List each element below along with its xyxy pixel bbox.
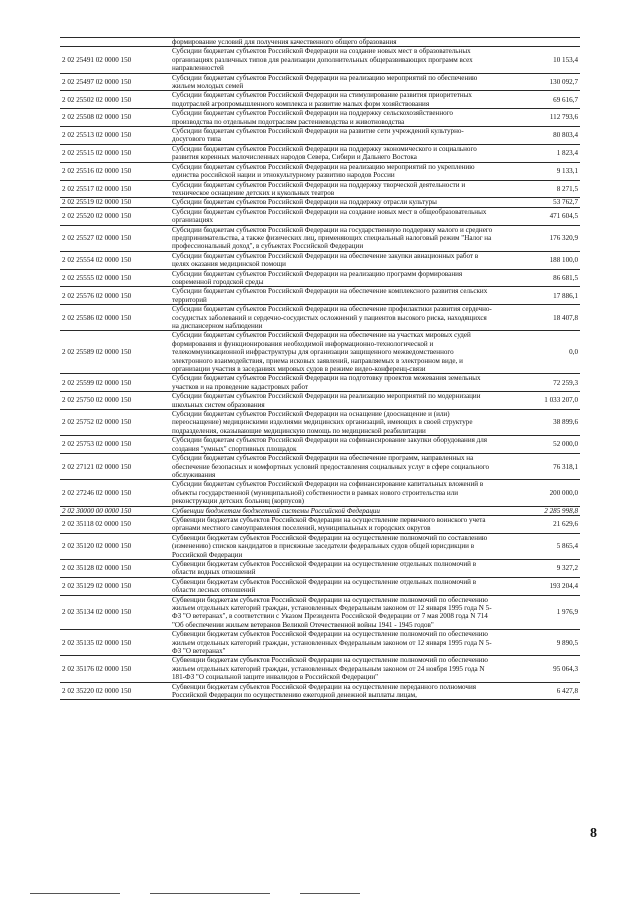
amount: 2 285 998,8 bbox=[544, 506, 578, 515]
table-row bbox=[60, 629, 580, 655]
budget-code: 2 02 35128 02 0000 150 bbox=[62, 564, 132, 573]
budget-code: 2 02 27121 02 0000 150 bbox=[62, 462, 132, 471]
revenue-name: Субсидии бюджетам субъектов Российской Федерации на развитие сети учреждений культурно-досугового типа bbox=[172, 127, 464, 144]
table-row bbox=[60, 577, 580, 595]
budget-code: 2 02 25750 02 0000 150 bbox=[62, 396, 132, 405]
amount: 200 000,0 bbox=[549, 488, 578, 497]
amount: 9 133,1 bbox=[556, 166, 578, 175]
table-row bbox=[60, 506, 580, 515]
budget-code: 2 02 35129 02 0000 150 bbox=[62, 581, 132, 590]
table-row bbox=[60, 595, 580, 630]
budget-code: 2 02 35120 02 0000 150 bbox=[62, 542, 132, 551]
amount: 80 803,4 bbox=[553, 131, 578, 140]
footer-rule bbox=[150, 893, 270, 894]
table-row bbox=[60, 304, 580, 330]
revenue-name: Субсидии бюджетам субъектов Российской Федерации на реализацию мероприятий по модернизации школьных систем образования bbox=[172, 392, 481, 409]
amount: 8 271,5 bbox=[556, 184, 578, 193]
budget-code: 2 02 25513 02 0000 150 bbox=[62, 131, 132, 140]
budget-code: 2 02 25497 02 0000 150 bbox=[62, 77, 132, 86]
table-row bbox=[60, 73, 580, 91]
table-row bbox=[60, 197, 580, 206]
budget-code: 2 02 35220 02 0000 150 bbox=[62, 686, 132, 695]
footer-rule bbox=[300, 893, 360, 894]
revenue-name: Субсидии бюджетам субъектов Российской Федерации на реализацию мероприятий по укреплению единства российской нации и этнокультурному развитию народов России bbox=[172, 162, 475, 180]
budget-code: 2 02 25502 02 0000 150 bbox=[62, 95, 132, 104]
revenue-name: Субсидии бюджетам субъектов Российской Федерации на поддержку творческой деятельности и техническое оснащение детских и кукольных театров bbox=[172, 180, 466, 197]
table-row bbox=[60, 46, 580, 72]
revenue-name: Субвенции бюджетам субъектов Российской Федерации на осуществление переданного полномочия Российской Федерации по осуществлению ежегодной денежной выплаты лицам, bbox=[172, 682, 477, 700]
revenue-name: Субвенции бюджетам субъектов Российской Федерации на осуществление полномочий по составлению (изменению) списков кандидатов в присяжные заседатели федеральных судов общей юрисдикции в Российской Федерации bbox=[172, 533, 488, 559]
amount: 52 000,0 bbox=[553, 440, 578, 449]
revenue-name: Субсидии бюджетам субъектов Российской Федерации на поддержку отрасли культуры bbox=[172, 198, 437, 207]
revenue-name: Субвенции бюджетам субъектов Российской Федерации на осуществление полномочий по обеспечению жильем отдельных категорий граждан, установленных Федеральным законом от 24 ноября 1995 года N 181-ФЗ "О социальной защите инвалидов в Российской Федерации" bbox=[172, 656, 488, 682]
budget-code: 2 02 25752 02 0000 150 bbox=[62, 418, 132, 427]
budget-code: 2 02 30000 00 0000 150 bbox=[62, 506, 132, 515]
amount: 130 092,7 bbox=[549, 77, 578, 86]
table-row bbox=[60, 559, 580, 577]
table-row bbox=[60, 126, 580, 144]
budget-code: 2 02 25576 02 0000 150 bbox=[62, 291, 132, 300]
budget-code: 2 02 35134 02 0000 150 bbox=[62, 608, 132, 617]
amount: 5 865,4 bbox=[556, 542, 578, 551]
revenue-name: Субсидии бюджетам субъектов Российской Федерации на подготовку проектов межевания земельных участков и на проведение кадастровых работ bbox=[172, 374, 481, 391]
table-row bbox=[60, 207, 580, 225]
table-row bbox=[60, 144, 580, 162]
amount: 1 823,4 bbox=[556, 149, 578, 158]
amount: 1 976,9 bbox=[556, 608, 578, 617]
revenue-name: Субсидии бюджетам субъектов Российской Федерации на стимулирование развития приоритетных подотраслей агропромышленного комплекса и развитие малых форм хозяйствования bbox=[172, 91, 472, 108]
budget-code: 2 02 25508 02 0000 150 bbox=[62, 113, 132, 122]
table-row bbox=[60, 515, 580, 533]
revenue-name: Субсидии бюджетам субъектов Российской Федерации на реализацию программ формирования современной городской среды bbox=[172, 269, 463, 286]
budget-code: 2 02 25515 02 0000 150 bbox=[62, 149, 132, 158]
revenue-name: Субсидии бюджетам субъектов Российской Федерации на поддержку экономического и социального развития коренных малочисленных народов Севера, Сибири и Дальнего Востока bbox=[172, 144, 477, 162]
table-row bbox=[60, 251, 580, 269]
revenue-name: Субвенции бюджетам бюджетной системы Российской Федерации bbox=[172, 506, 380, 515]
amount: 1 033 207,0 bbox=[544, 396, 578, 405]
amount: 38 899,6 bbox=[553, 418, 578, 427]
revenue-name: Субсидии бюджетам субъектов Российской Федерации на обеспечение профилактики развития сердечно-сосудистых заболеваний и сердечно-сосудистых осложнений у пациентов высокого риска, находящихся на диспансерном наблюдении bbox=[172, 305, 492, 330]
page-number: 8 bbox=[590, 826, 597, 841]
amount: 53 762,7 bbox=[553, 198, 578, 207]
amount: 9 327,2 bbox=[556, 564, 578, 573]
amount: 112 793,6 bbox=[549, 113, 578, 122]
amount: 72 259,3 bbox=[553, 378, 578, 387]
revenue-name: Субвенции бюджетам субъектов Российской Федерации на осуществление отдельных полномочий в области лесных отношений bbox=[172, 577, 477, 595]
revenue-name: Субсидии бюджетам субъектов Российской Федерации на обеспечение программ, направленных на обеспечение безопасных и комфортных условий предоставления социальных услуг в сфере социального обслуживания bbox=[172, 454, 490, 479]
revenue-name: Субвенции бюджетам субъектов Российской Федерации на осуществление полномочий по обеспечению жильем отдельных категорий граждан, установленных Федеральным законом от 12 января 1995 года N 5-ФЗ "О ветеранах", в соответствии с Указом Президента Российской Федерации от 7 мая 2008 года N 714 "Об обеспечении жильем ветеранов Великой Отечественной войны 1941 - 1945 годов" bbox=[172, 595, 492, 629]
budget-code: 2 02 25520 02 0000 150 bbox=[62, 211, 132, 220]
budget-code: 2 02 35135 02 0000 150 bbox=[62, 638, 132, 647]
amount: 471 604,5 bbox=[549, 211, 578, 220]
table-row bbox=[60, 435, 580, 453]
table-row bbox=[60, 453, 580, 479]
budget-code: 2 02 25517 02 0000 150 bbox=[62, 184, 132, 193]
table-row bbox=[60, 391, 580, 409]
amount: 176 320,9 bbox=[549, 233, 578, 242]
budget-code: 2 02 25586 02 0000 150 bbox=[62, 313, 132, 322]
table-row bbox=[60, 409, 580, 435]
budget-code: 2 02 25753 02 0000 150 bbox=[62, 440, 132, 449]
amount: 86 681,5 bbox=[553, 273, 578, 282]
revenue-name: Субсидии бюджетам субъектов Российской Федерации на поддержку сельскохозяйственного производства по отдельным подотраслям растениеводства и животноводства bbox=[172, 109, 453, 126]
budget-code: 2 02 25554 02 0000 150 bbox=[62, 255, 132, 264]
budget-code: 2 02 25516 02 0000 150 bbox=[62, 166, 132, 175]
revenue-name: Субсидии бюджетам субъектов Российской Федерации на создание новых мест в образовательных организациях различных типов для реализации дополнительных общеразвивающих программ всех направленностей bbox=[172, 47, 473, 73]
amount: 10 153,4 bbox=[553, 55, 578, 64]
table-row bbox=[60, 269, 580, 287]
table-row bbox=[60, 330, 580, 373]
budget-code: 2 02 25527 02 0000 150 bbox=[62, 233, 132, 242]
revenue-name: Субсидии бюджетам субъектов Российской Федерации на обеспечение на участках мировых судей формирования и функционирования необходимой информационно-технологической и телекоммуникационной инфраструктуры для организации защищенного межведомственного электронного взаимодействия, приема исковых заявлений, направляемых в электронном виде, и организации участия в заседаниях мировых судов в режиме видео-конференц-связи bbox=[172, 331, 471, 374]
amount: 17 886,1 bbox=[553, 291, 578, 300]
budget-code: 2 02 25589 02 0000 150 bbox=[62, 348, 132, 357]
revenue-name: Субсидии бюджетам субъектов Российской Федерации на реализацию мероприятий по обеспечению жильем молодых семей bbox=[172, 73, 478, 91]
amount: 18 407,8 bbox=[553, 313, 578, 322]
amount: 21 629,6 bbox=[553, 520, 578, 529]
table-row bbox=[60, 655, 580, 681]
revenue-name: Субсидии бюджетам субъектов Российской Федерации на софинансирование капитальных вложений в объекты государственной (муниципальной) собственности в рамках нового строительства или реконструкции детских больниц (корпусов) bbox=[172, 480, 484, 506]
budget-code: 2 02 35176 02 0000 150 bbox=[62, 664, 132, 673]
amount: 9 890,5 bbox=[556, 638, 578, 647]
budget-code: 2 02 25599 02 0000 150 bbox=[62, 378, 132, 387]
revenue-name: Субвенции бюджетам субъектов Российской Федерации на осуществление полномочий по обеспечению жильем отдельных категорий граждан, установленных Федеральным законом от 12 января 1995 года N 5-ФЗ "О ветеранах" bbox=[172, 630, 492, 656]
amount: 193 204,4 bbox=[549, 581, 578, 590]
budget-code: 2 02 25519 02 0000 150 bbox=[62, 198, 132, 207]
budget-code: 2 02 35118 02 0000 150 bbox=[62, 520, 131, 529]
revenue-name: Субвенции бюджетам субъектов Российской Федерации на осуществление отдельных полномочий в области водных отношений bbox=[172, 559, 477, 577]
revenue-name: Субвенции бюджетам субъектов Российской Федерации на осуществление первичного воинского учета органами местного самоуправления поселений, муниципальных и городских округов bbox=[172, 515, 486, 533]
budget-code: 2 02 27246 02 0000 150 bbox=[62, 488, 132, 497]
revenue-table bbox=[60, 37, 580, 700]
table-row bbox=[60, 286, 580, 304]
table-row bbox=[60, 37, 580, 46]
budget-code: 2 02 25491 02 0000 150 bbox=[62, 55, 132, 64]
table-row bbox=[60, 373, 580, 391]
table-row bbox=[60, 108, 580, 126]
revenue-name: Субсидии бюджетам субъектов Российской Федерации на государственную поддержку малого и среднего предпринимательства, а также физических лиц, применяющих специальный налоговый режим "Налог на профессиональный доход", в субъектах Российской Федерации bbox=[172, 225, 493, 251]
table-row bbox=[60, 162, 580, 180]
table-row bbox=[60, 90, 580, 108]
table-row bbox=[60, 682, 580, 701]
amount: 95 064,3 bbox=[553, 664, 578, 673]
revenue-name: Субсидии бюджетам субъектов Российской Федерации на софинансирование закупки оборудования для создания "умных" спортивных площадок bbox=[172, 436, 488, 453]
table-row bbox=[60, 479, 580, 505]
amount: 76 318,1 bbox=[553, 462, 578, 471]
table-row bbox=[60, 180, 580, 198]
table-row bbox=[60, 533, 580, 559]
revenue-name: формирование условий для получения качественного общего образования bbox=[172, 38, 397, 46]
revenue-name: Субсидии бюджетам субъектов Российской Федерации на обеспечение комплексного развития сельских территорий bbox=[172, 287, 488, 304]
amount: 0,0 bbox=[569, 348, 578, 357]
revenue-name: Субсидии бюджетам субъектов Российской Федерации на создание новых мест в общеобразовательных организациях bbox=[172, 207, 487, 225]
revenue-name: Субсидии бюджетам субъектов Российской Федерации на обеспечение закупки авиационных работ в целях оказания медицинской помощи bbox=[172, 251, 479, 269]
amount: 6 427,8 bbox=[556, 686, 578, 695]
table-row bbox=[60, 225, 580, 251]
amount: 188 100,0 bbox=[549, 255, 578, 264]
budget-code: 2 02 25555 02 0000 150 bbox=[62, 273, 132, 282]
amount: 69 616,7 bbox=[553, 95, 578, 104]
footer-rule bbox=[30, 893, 120, 894]
revenue-name: Субсидии бюджетам субъектов Российской Федерации на оснащение (дооснащение и (или) переоснащение) медицинскими изделиями медицинских организаций, имеющих в своей структуре подразделения, оказывающие медицинскую помощь по медицинской реабилитации bbox=[172, 410, 473, 435]
